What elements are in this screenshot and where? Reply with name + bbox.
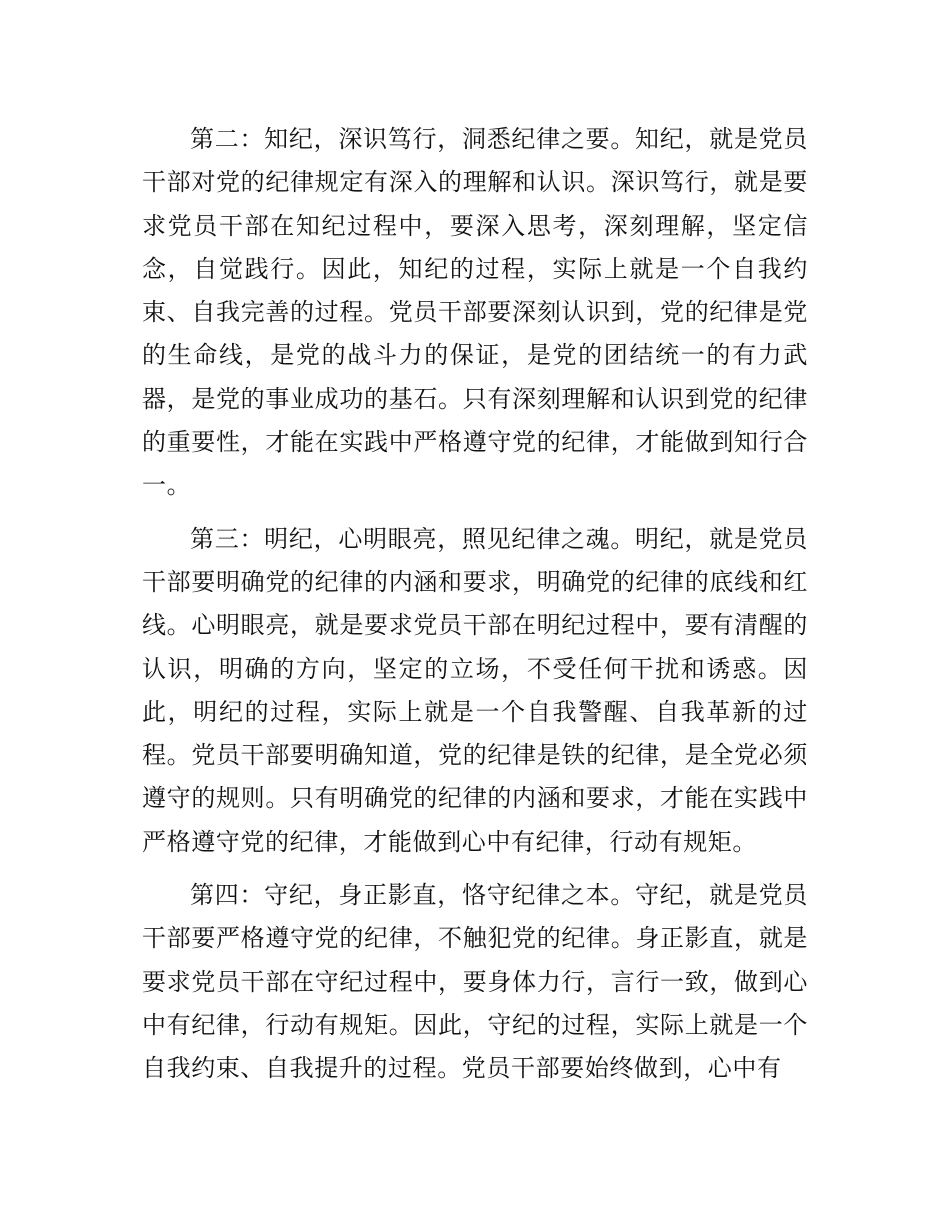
paragraph-shouji: 第四：守纪，身正影直，恪守纪律之本。守纪，就是党员干部要严格遵守党的纪律，不触犯党的纪律。身正影直，就是要求党员干部在守纪过程中，要身体力行，言行一致，做到心中有纪律，行动有规矩。因此，守纪的过程，实际上就是一个自我约束、自我提升的过程。党员干部要始终做到，心中有 [142,881,808,1083]
paragraph-zhiji: 第二：知纪，深识笃行，洞悉纪律之要。知纪，就是党员干部对党的纪律规定有深入的理解和认识。深识笃行，就是要求党员干部在知纪过程中，要深入思考，深刻理解，坚定信念，自觉践行。因此，知纪的过程，实际上就是一个自我约束、自我完善的过程。党员干部要深刻认识到，党的纪律是党的生命线，是党的战斗力的保证，是党的团结统一的有力武器，是党的事业成功的基石。只有深刻理解和认识到党的纪律的重要性，才能在实践中严格遵守党的纪律，才能做到知行合一。 [142,125,808,500]
paragraph-mingji: 第三：明纪，心明眼亮，照见纪律之魂。明纪，就是党员干部要明确党的纪律的内涵和要求，明确党的纪律的底线和红线。心明眼亮，就是要求党员干部在明纪过程中，要有清醒的认识，明确的方向，坚定的立场，不受任何干扰和诱惑。因此，明纪的过程，实际上就是一个自我警醒、自我革新的过程。党员干部要明确知道，党的纪律是铁的纪律，是全党必须遵守的规则。只有明确党的纪律的内涵和要求，才能在实践中严格遵守党的纪律，才能做到心中有纪律，行动有规矩。 [142,524,808,856]
